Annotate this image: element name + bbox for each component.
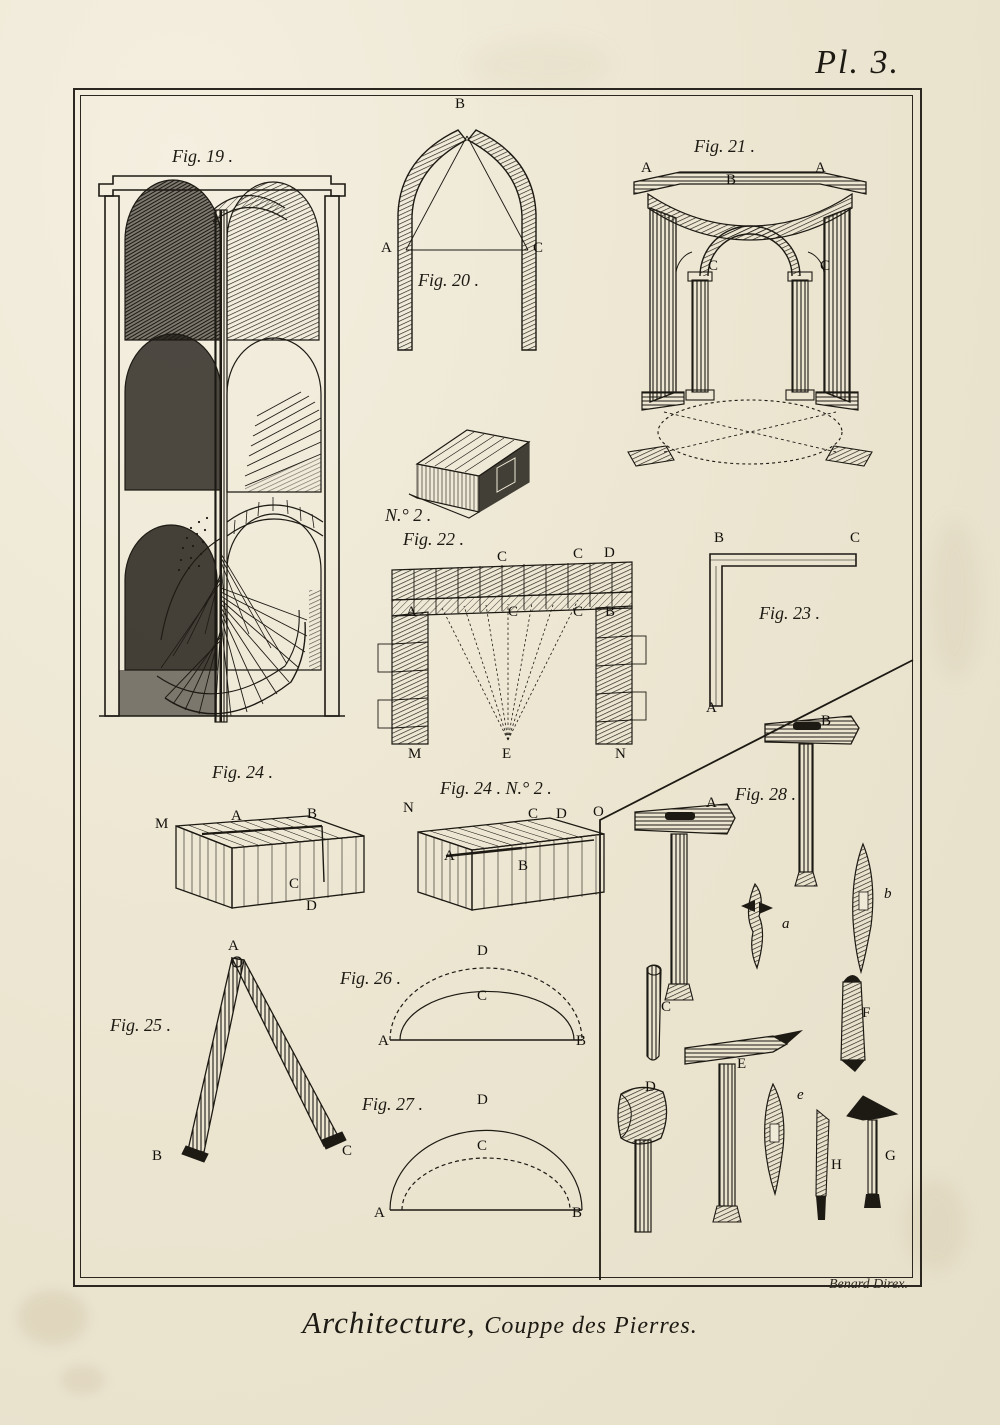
figure-22-point-D: D <box>604 545 615 561</box>
figure-24-point-C: C <box>289 876 300 892</box>
figure-28-point-F: F <box>862 1005 871 1021</box>
figure-21-point-C-left: C <box>708 258 719 274</box>
figure-22-point-C1: C <box>497 549 508 565</box>
figure-28-point-e: e <box>797 1087 804 1103</box>
figure-24-no2-point-N: N <box>403 800 414 816</box>
figure-20-point-C: C <box>533 240 544 256</box>
figure-28-label: Fig. 28 . <box>735 784 796 804</box>
figure-25-point-C: C <box>342 1143 353 1159</box>
figure-22-point-A: A <box>406 604 417 620</box>
paper-stain <box>60 1365 105 1395</box>
figure-27-point-A: A <box>374 1205 385 1221</box>
figure-22-label: Fig. 22 . <box>403 529 464 549</box>
plate-caption <box>0 1305 1000 1341</box>
figure-26-point-B: B <box>576 1033 587 1049</box>
figure-21-label: Fig. 21 . <box>694 136 755 156</box>
figure-22-point-C2: C <box>573 546 584 562</box>
figure-27-label: Fig. 27 . <box>362 1094 423 1114</box>
figure-23-label: Fig. 23 . <box>759 603 820 623</box>
figure-22-sublabel: N.° 2 . <box>385 505 432 525</box>
figure-28-point-C: C <box>661 999 672 1015</box>
figure-22-point-M: M <box>408 746 422 762</box>
figure-20-point-B: B <box>455 96 466 112</box>
figure-25 <box>148 950 358 1170</box>
figure-19-label: Fig. 19 . <box>172 146 233 166</box>
figure-24-no2 <box>412 800 612 920</box>
figure-25-point-B: B <box>152 1148 163 1164</box>
figure-28-point-E: E <box>737 1056 747 1072</box>
paper-stain <box>470 40 610 90</box>
figure-27-point-C: C <box>477 1138 488 1154</box>
figure-28-point-B: B <box>821 713 832 729</box>
figure-19 <box>95 170 350 730</box>
figure-24 <box>172 796 372 916</box>
figure-25-point-A: A <box>228 938 239 954</box>
figure-20-point-A: A <box>381 240 392 256</box>
figure-22-point-C3: C <box>508 604 519 620</box>
figure-22-point-C4: C <box>573 604 584 620</box>
figure-20-label: Fig. 20 . <box>418 270 479 290</box>
figure-28-point-b: b <box>884 886 892 902</box>
figure-24-point-D: D <box>306 898 317 914</box>
caption-main: Architecture, <box>302 1305 476 1340</box>
figure-25-label: Fig. 25 . <box>110 1015 171 1035</box>
figure-28-point-H: H <box>831 1157 842 1173</box>
figure-21-point-A-left: A <box>641 160 652 176</box>
figure-26 <box>378 960 598 1060</box>
figure-26-point-D: D <box>477 943 488 959</box>
figure-27-point-B: B <box>572 1205 583 1221</box>
figure-23-point-B: B <box>714 530 725 546</box>
figure-21 <box>620 160 880 480</box>
plate-number: Pl. 3. <box>815 44 900 81</box>
figure-28-point-G: G <box>885 1148 896 1164</box>
figure-22-point-B: B <box>605 604 616 620</box>
figure-24-no2-label: Fig. 24 . N.° 2 . <box>440 778 552 798</box>
figure-24-point-A: A <box>231 808 242 824</box>
figure-21-point-C-right: C <box>820 258 831 274</box>
figure-27-point-D: D <box>477 1092 488 1108</box>
figure-24-point-M: M <box>155 816 169 832</box>
figure-26-label: Fig. 26 . <box>340 968 401 988</box>
figure-24-point-B: B <box>307 806 318 822</box>
figure-28-point-A: A <box>706 795 717 811</box>
figure-22-point-E: E <box>502 746 512 762</box>
figure-26-point-A: A <box>378 1033 389 1049</box>
figure-28-point-D: D <box>645 1079 656 1095</box>
figure-28-point-a: a <box>782 916 790 932</box>
figure-23-point-A: A <box>706 700 717 716</box>
figure-20 <box>380 118 600 358</box>
paper-stain <box>930 520 980 680</box>
figure-24-no2-point-C: C <box>528 806 539 822</box>
figure-23-point-C: C <box>850 530 861 546</box>
figure-21-point-A-right: A <box>815 160 826 176</box>
figure-24-no2-point-O: O <box>593 804 604 820</box>
figure-24-no2-point-A: A <box>444 848 455 864</box>
figure-24-label: Fig. 24 . <box>212 762 273 782</box>
figure-24-no2-point-D: D <box>556 806 567 822</box>
caption-sub: Couppe des Pierres. <box>484 1313 698 1339</box>
figure-24-no2-point-B: B <box>518 858 529 874</box>
engraver-signature: Benard Direx. <box>828 1277 908 1292</box>
figure-27 <box>378 1110 598 1220</box>
figure-26-point-C: C <box>477 988 488 1004</box>
figure-22-point-N: N <box>615 746 626 762</box>
figure-21-point-B: B <box>726 172 737 188</box>
